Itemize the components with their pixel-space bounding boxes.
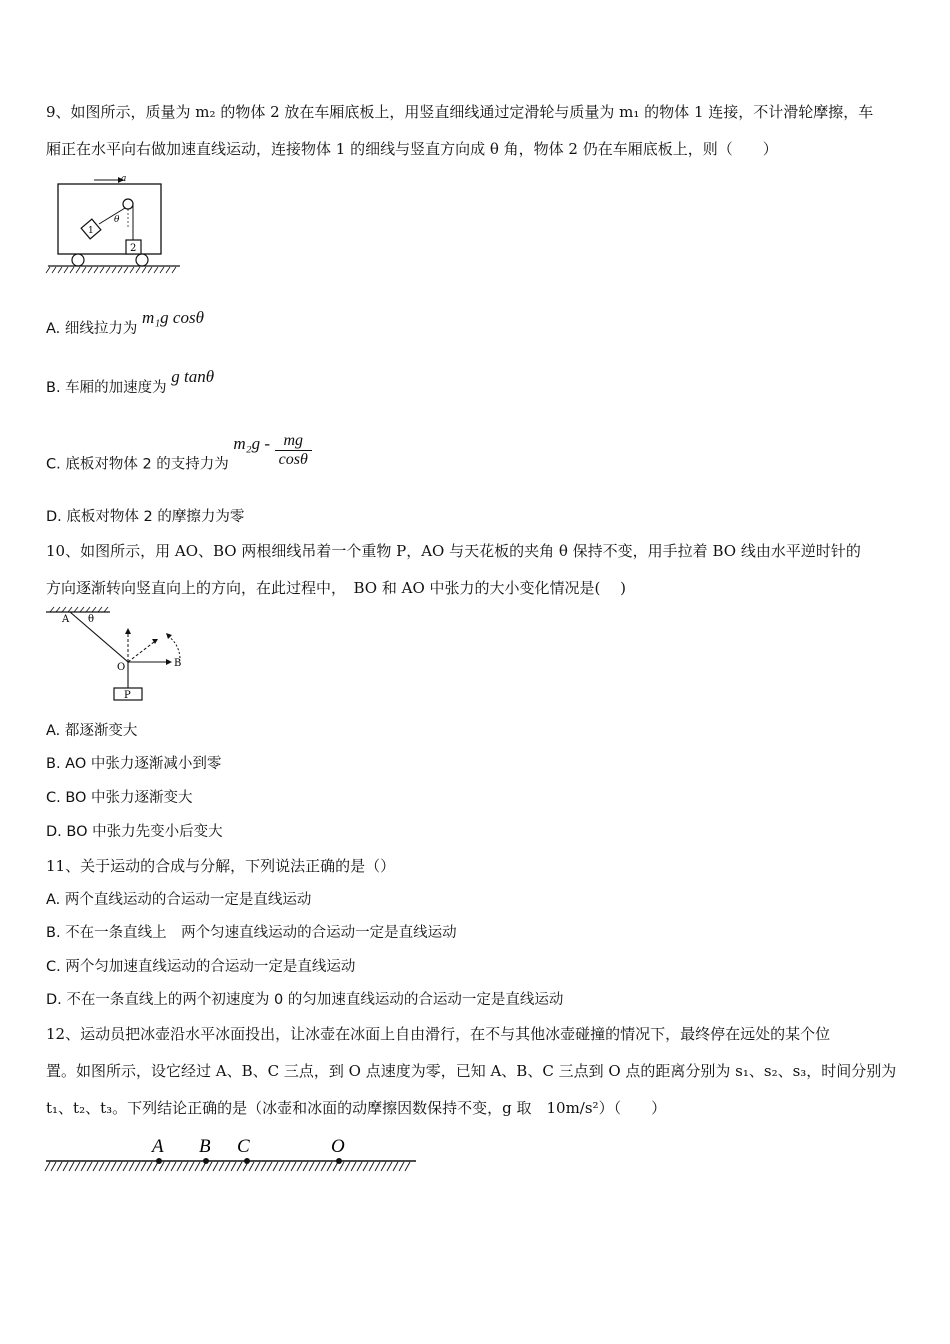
q9-option-d: D. 底板对物体 2 的摩擦力为零 <box>46 509 245 525</box>
q9-option-b-text: B. 车厢的加速度为 <box>46 380 167 396</box>
q10-label-o: O <box>117 662 126 673</box>
q11-option-c: C. 两个匀加速直线运动的合运动一定是直线运动 <box>46 959 356 975</box>
q10-label-theta: θ <box>88 614 95 625</box>
q12-stem-line3: t₁、t₂、t₃。下列结论正确的是（冰壶和冰面的动摩擦因数保持不变，g 取 10m/s²）（ ） <box>46 1099 667 1117</box>
q12-stem-line2: 置。如图所示，设它经过 A、B、C 三点，到 O 点速度为零，已知 A、B、C 三点到 O 点的距离分别为 s₁、s₂、s₃，时间分别为 <box>46 1062 897 1080</box>
q12-label-o: O <box>331 1136 345 1157</box>
q11-option-b: B. 不在一条直线上 两个匀速直线运动的合运动一定是直线运动 <box>46 925 457 941</box>
q9-option-c-denominator: cosθ <box>278 451 308 468</box>
q9-label-1: 1 <box>88 226 94 236</box>
q12-label-b: B <box>199 1136 211 1157</box>
q9-option-b-formula: g tanθ <box>171 367 215 386</box>
q10-option-c: C. BO 中张力逐渐变大 <box>46 790 193 806</box>
q9-option-c-fraction <box>275 432 312 469</box>
q12-figure <box>44 1132 420 1180</box>
q9-option-c-formula: m₂g - <box>233 433 271 453</box>
q9-option-c-numerator: mg <box>275 432 312 451</box>
q10-stem-line1: 10、如图所示，用 AO、BO 两根细线吊着一个重物 P，AO 与天花板的夹角 θ 保持不变，用手拉着 BO 线由水平逆时针的 <box>46 542 861 560</box>
q10-label-a: A <box>62 614 70 625</box>
q9-option-c <box>46 432 312 474</box>
q9-label-a: a <box>121 174 127 184</box>
q9-option-c-text: C. 底板对物体 2 的支持力为 <box>46 456 229 473</box>
q12-stem-line1: 12、运动员把冰壶沿水平冰面投出，让冰壶在冰面上自由滑行，在不与其他冰壶碰撞的情况下，最终停在远处的某个位 <box>46 1025 831 1043</box>
q9-stem-line2: 厢正在水平向右做加速直线运动，连接物体 1 的细线与竖直方向成 θ 角，物体 2 仍在车厢底板上，则（ ） <box>46 140 778 158</box>
q9-stem-line1: 9、如图所示，质量为 m₂ 的物体 2 放在车厢底板上，用竖直细线通过定滑轮与质量为 m₁ 的物体 1 连接，不计滑轮摩擦，车 <box>46 103 874 121</box>
q11-option-d: D. 不在一条直线上的两个初速度为 0 的匀加速直线运动的合运动一定是直线运动 <box>46 992 564 1008</box>
q9-option-a <box>46 308 204 339</box>
q10-option-d: D. BO 中张力先变小后变大 <box>46 824 223 840</box>
q10-option-b: B. AO 中张力逐渐减小到零 <box>46 756 222 772</box>
q11-option-a: A. 两个直线运动的合运动一定是直线运动 <box>46 892 312 908</box>
q10-stem-line2: 方向逐渐转向竖直向上的方向，在此过程中， BO 和 AO 中张力的大小变化情况是( ) <box>46 579 627 597</box>
q9-label-theta: θ <box>114 215 120 225</box>
q10-label-p: P <box>124 690 131 701</box>
q12-label-c: C <box>237 1136 250 1157</box>
q9-option-b <box>46 367 215 398</box>
q11-stem: 11、关于运动的合成与分解，下列说法正确的是（） <box>46 857 396 875</box>
q9-label-2: 2 <box>130 243 137 254</box>
q10-option-a: A. 都逐渐变大 <box>46 723 138 739</box>
q10-label-b: B <box>174 658 182 669</box>
q12-label-a: A <box>152 1136 164 1157</box>
q9-option-a-formula: m₁g cosθ <box>142 308 204 327</box>
q9-option-a-text: A. 细线拉力为 <box>46 321 138 337</box>
q9-figure <box>44 170 184 280</box>
q10-figure <box>44 606 194 706</box>
